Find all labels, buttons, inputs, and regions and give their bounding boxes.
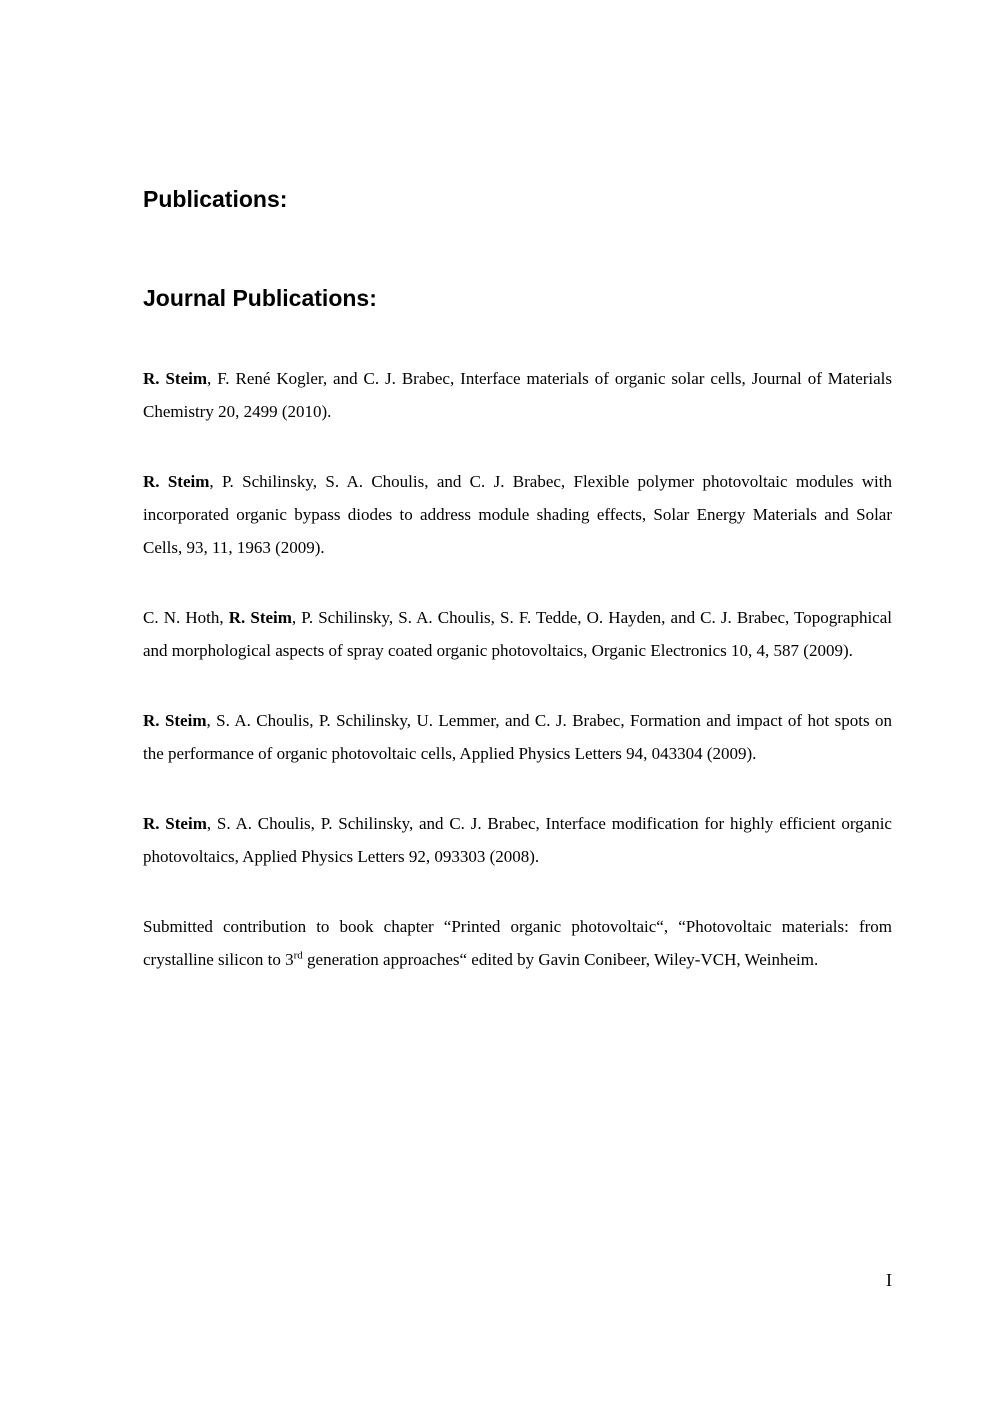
- author-name-bold: R. Steim: [143, 369, 208, 388]
- content-column: [143, 0, 892, 976]
- publication-entry: [143, 465, 892, 564]
- page-number: I: [886, 1270, 892, 1290]
- publication-entry: [143, 704, 892, 770]
- author-name-bold: R. Steim: [143, 711, 207, 730]
- author-name-bold: R. Steim: [143, 814, 207, 833]
- publication-text: , P. Schilinsky, S. A. Choulis, and C. J. Brabec, Flexible polymer photovoltaic modules with incorporated organic bypass diodes to address module shading effects, Solar Energy Materials and Solar Cells, 93, 11, 1963 (2009).: [143, 472, 892, 557]
- publication-text: , F. René Kogler, and C. J. Brabec, Interface materials of organic solar cells, Journal of Materials Chemistry 20, 2499 (2010).: [143, 369, 893, 421]
- publication-text: C. N. Hoth,: [143, 608, 229, 627]
- publication-entry: [143, 601, 892, 667]
- publication-text: Submitted contribution to book chapter “Printed organic photovoltaic“, “Photovoltaic materials: from crystalline silicon to 3: [143, 917, 892, 969]
- publication-text: , S. A. Choulis, P. Schilinsky, U. Lemmer, and C. J. Brabec, Formation and impact of hot spots on the performance of organic photovoltaic cells, Applied Physics Letters 94, 043304 (2009).: [143, 711, 892, 763]
- publication-text: generation approaches“ edited by Gavin Conibeer, Wiley-VCH, Weinheim.: [302, 950, 819, 969]
- superscript-ordinal: rd: [293, 949, 303, 962]
- publication-entry: [143, 910, 892, 976]
- publication-text: , P. Schilinsky, S. A. Choulis, S. F. Tedde, O. Hayden, and C. J. Brabec, Topographical and morphological aspects of spray coated organic photovoltaics, Organic Electronics 10, 4, 587 (2009).: [143, 608, 892, 660]
- publication-entry: [143, 807, 892, 873]
- section-title: Journal Publications:: [143, 285, 377, 311]
- publication-text: , S. A. Choulis, P. Schilinsky, and C. J. Brabec, Interface modification for highly efficient organic photovoltaics, Applied Physics Letters 92, 093303 (2008).: [143, 814, 892, 866]
- author-name-bold: R. Steim: [228, 608, 292, 627]
- page-title: Publications:: [143, 186, 288, 212]
- publication-entry: [143, 362, 892, 428]
- author-name-bold: R. Steim: [143, 472, 210, 491]
